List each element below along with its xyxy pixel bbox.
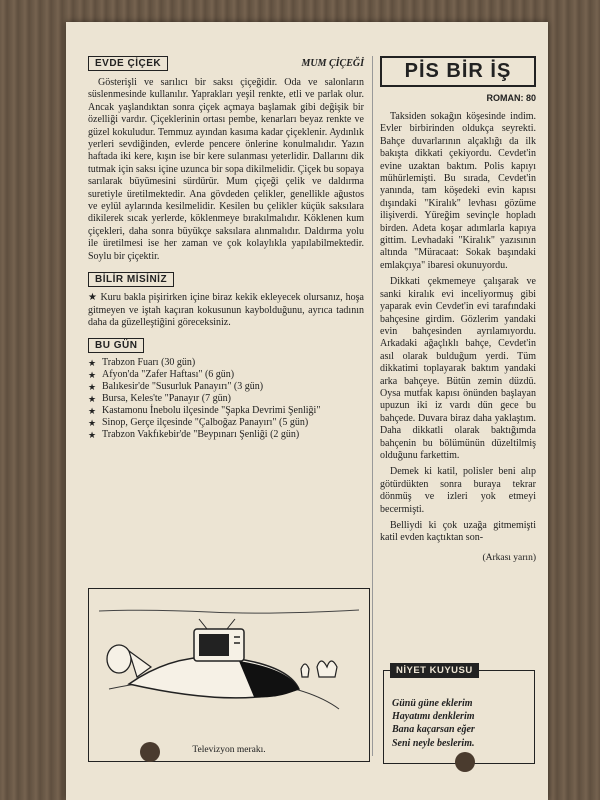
bilir-misiniz-section — [88, 269, 364, 329]
bilir-misiniz-heading: BİLİR MİSİNİZ — [88, 272, 174, 287]
event-item: ★ Sinop, Gerçe ilçesinde "Çalboğaz Panayırı" (5 gün) — [88, 417, 364, 429]
bu-gun-heading: BU GÜN — [88, 338, 144, 353]
event-item: ★ Trabzon Vakfıkebir'de "Beypınarı Şenliği (2 gün) — [88, 429, 364, 441]
continued-note: (Arkası yarın) — [482, 552, 536, 563]
cartoon-caption: Televizyon merakı. — [192, 745, 266, 755]
poem-line: Seni neyle beslerim. — [392, 737, 475, 749]
event-item: ★ Kastamonu İnebolu ilçesinde "Şapka Devrimi Şenliği" — [88, 405, 364, 417]
story-paragraph: Belliydi ki çok uzağa gitmemişti katil evden kaçtıktan son- — [380, 520, 536, 544]
column-divider — [372, 56, 373, 756]
bu-gun-section — [88, 335, 364, 441]
evde-cicek-heading: EVDE ÇİÇEK — [88, 56, 168, 71]
event-item: ★ Afyon'da "Zafer Haftası" (6 gün) — [88, 369, 364, 381]
story-paragraph: Dikkati çekmemeye çalışarak ve sanki kiralık evi inceliyormuş gibi yaparak evin Cevdet'in evi tarafındaki bahçesine girdim. Gözlerim yandaki evin bahçesinden ayrılamıyordu. Arkadaki ağaçlıklı bahçe, Cevdet'in asıl olarak bulduğum yerdi. Tüm dikkatimi toplayarak baktım yandaki arka bahçeye. Bütün zemin düzdü. Oysa mutfak kapısı önünden başlayan upuzun iki iz vardı dün gece bu bahçede. Duvara biraz daha yaklaştım. Daha dikkatli olarak baktığımda bahçenin bu bölümünün düzeltilmiş olduğunu farkettim. — [380, 276, 536, 461]
story-paragraph: Taksiden sokağın köşesinde indim. Evler birbirinden oldukça seyrekti. Bahçe duvarlarının alçaklığı da ilk bakışta dikkati çekiyordu. Cevdet'in evine uzaktan baktım. Polis kapıyı mühürlemişti. Bu sırada, Cevdet'in yanında, tam köşedeki evin kapısı dışındaki "Kiralık" levhası gözüme ilişiverdi. Yüreğim sevinçle hopladı birden. Adeta koşar adımlarla kapıya gittim. Levhadaki "Kiralık" yazısının altında "Müracaat: Sokak başındaki emlakçıya" ibaresi okunuyordu. — [380, 111, 536, 271]
punch-hole — [455, 752, 475, 772]
cartoon-drawing — [89, 589, 369, 761]
niyet-kuyusu-box — [383, 665, 535, 764]
events-list — [88, 357, 364, 441]
poem-line: Hayatımı denklerim — [392, 711, 475, 723]
poem-line: Bana kaçarsan eğer — [392, 724, 475, 736]
mum-cicegi-title: MUM ÇİÇEĞİ — [301, 58, 364, 69]
poem — [392, 697, 475, 750]
story-paragraph: Demek ki katil, polisler beni alıp götürdükten sonra buraya tekrar dönmüş ve izleri yok etmeyi becermişti. — [380, 466, 536, 515]
roman-number: ROMAN: 80 — [486, 93, 536, 103]
punch-hole — [140, 742, 160, 762]
event-item: ★ Bursa, Keles'te "Panayır (7 gün) — [88, 393, 364, 405]
niyet-kuyusu-heading: NİYET KUYUSU — [390, 663, 479, 678]
poem-line: Günü güne eklerim — [392, 698, 473, 709]
left-column — [88, 56, 364, 441]
bilir-misiniz-text: ★ Kuru bakla pişirirken içine biraz kekik ekleyecek olursanız, hoşa gitmeyen ve iştah kaçıran kokusunun kaybolduğunu, ayrıca tadının daha da güzelleştiğini göreceksiniz. — [88, 292, 364, 328]
evde-cicek-paragraph: Gösterişli ve sarılıcı bir saksı çiçeğidir. Oda ve salonların süslenmesinde kullanılır. Yaprakları yeşil renkte, etli ve parlak olur. Ancak yaşlandıktan sonra çiçek açmaya başlamak gibi değişik bir özelliği vardır. Çiçeklerinin ortası pembe, kenarları beyaz renkte ve güzel kokuludur. Temmuz ayından kasıma kadar çiçeklenir. Aydınlık yerleri sevdiğinden, evlerde pencere önlerine konulmalıdır. Yazın haftada iki kere, kışın ise bir kere sulanması yeterlidir. Dallarını dik tutmak için saksı içine uzunca bir sopa dikilmelidir. Çiçek bu sopaya sarılarak büyümesini sürdürür. Mum çiçeği çelik ve daldırma suretiyle üretilmektedir. Ana gövdeden çelikler, genellikle ağustos ve eylül aylarında kesilmelidir. Kesilen bu çelikler küçük saksılara dikilerek sıcak yerlerde, köklenmeye bırakılmalıdır. Köklenen kum çiçekleri, daha sonra büyükçe saksılara alınmalıdır. Daldırma yolu ile üretilmesi ise her zaman ve çok kolaylıkla yapılabilmektedir. Soylu bir çiçektir. — [88, 77, 364, 262]
serial-title: PİS BİR İŞ — [380, 56, 536, 87]
evde-cicek-header-row — [88, 56, 364, 71]
cartoon-panel — [88, 588, 370, 762]
event-item: ★ Balıkesir'de "Susurluk Panayırı" (3 gün) — [88, 381, 364, 393]
event-item: ★ Trabzon Fuarı (30 gün) — [88, 357, 364, 369]
right-column — [380, 56, 536, 563]
